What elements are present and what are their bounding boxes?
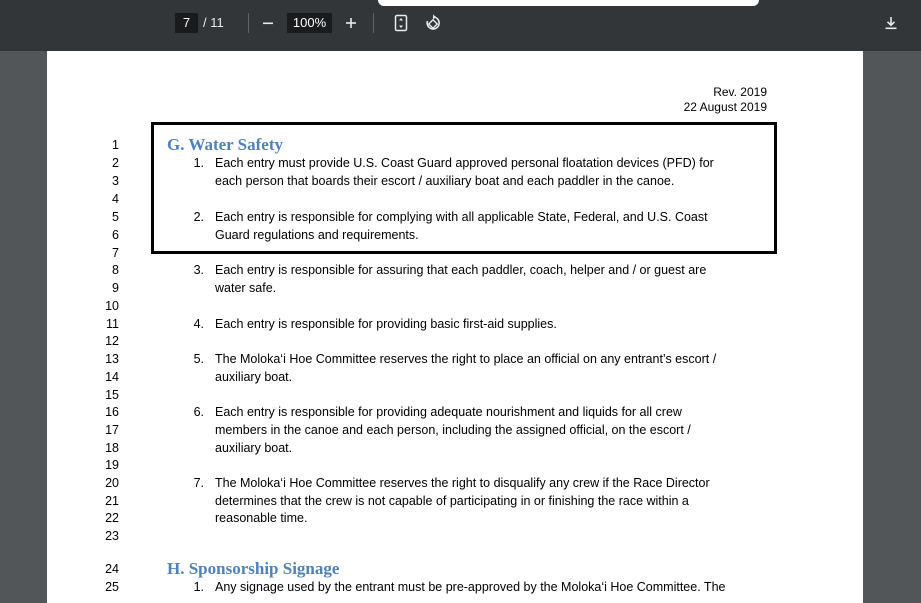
rotate-icon: [424, 14, 442, 32]
list-item-text: reasonable time.: [215, 511, 308, 525]
list-item-number: 6.: [193, 405, 204, 419]
list-item-text: members in the canoe and each person, including the assigned official, on the escort /: [215, 423, 691, 437]
search-bar[interactable]: [378, 0, 759, 6]
list-item-text: The Moloka‘i Hoe Committee reserves the right to place an official on any entrant’s escort /: [215, 352, 717, 366]
list-item-number: 1.: [193, 156, 204, 170]
list-item-number: 3.: [193, 263, 204, 277]
zoom-out-button[interactable]: [255, 10, 281, 36]
list-item-text: Each entry is responsible for providing basic first-aid supplies.: [215, 317, 557, 331]
line-number: 3: [112, 174, 119, 188]
list-item-text: auxiliary boat.: [215, 370, 293, 384]
line-number: 24: [105, 562, 119, 576]
line-number: 2: [112, 156, 119, 170]
line-number: 1: [112, 138, 119, 152]
list-item-text: each person that boards their escort / auxiliary boat and each paddler in the canoe.: [215, 174, 675, 188]
fit-to-page-button[interactable]: [388, 10, 414, 36]
line-number: 5: [112, 210, 119, 224]
line-number: 22: [105, 511, 119, 525]
list-item-text: Each entry must provide U.S. Coast Guard approved personal floatation devices (PFD) for: [215, 156, 714, 170]
list-item-text: water safe.: [215, 281, 277, 295]
section-heading-sponsorship-signage: H. Sponsorship Signage: [167, 559, 340, 578]
list-item-text: Each entry is responsible for assuring that each paddler, coach, helper and / or guest are: [215, 263, 707, 277]
line-number: 6: [112, 228, 119, 242]
line-number: 7: [112, 246, 119, 260]
section-heading-water-safety: G. Water Safety: [167, 135, 283, 154]
revision-label: Rev. 2019: [713, 85, 767, 99]
revision-date: 22 August 2019: [683, 100, 767, 114]
line-number: 11: [106, 317, 119, 331]
fit-page-icon: [394, 14, 408, 32]
line-number: 20: [105, 476, 119, 490]
line-number: 14: [105, 370, 119, 384]
line-number: 21: [105, 494, 119, 508]
list-item-text: determines that the crew is not capable of participating in or finishing the race within a: [215, 494, 689, 508]
list-item-number: 1.: [193, 580, 204, 594]
minus-icon: [261, 16, 275, 30]
list-item-text: The Moloka‘i Hoe Committee reserves the right to disqualify any crew if the Race Director: [215, 476, 710, 490]
list-item-text: Each entry is responsible for providing adequate nourishment and liquids for all crew: [215, 405, 682, 419]
line-number: 12: [105, 334, 119, 348]
line-number: 19: [105, 458, 119, 472]
rotate-button[interactable]: [420, 10, 446, 36]
line-number: 9: [112, 281, 119, 295]
line-number: 10: [105, 299, 119, 313]
list-item-text: Each entry is responsible for complying with all applicable State, Federal, and U.S. Coast: [215, 210, 708, 224]
page-number-input[interactable]: 7: [175, 13, 198, 33]
line-number: 13: [105, 352, 119, 366]
toolbar-divider: [248, 13, 249, 33]
page-total: / 11: [203, 15, 224, 30]
zoom-input[interactable]: 100%: [287, 13, 332, 33]
line-number: 16: [105, 405, 119, 419]
line-number: 25: [105, 580, 119, 594]
download-button[interactable]: [878, 10, 904, 36]
list-item-text: Any signage used by the entrant must be pre-approved by the Moloka‘i Hoe Committee. The: [215, 580, 726, 594]
list-item-text: Guard regulations and requirements.: [215, 228, 419, 242]
line-number: 23: [105, 529, 119, 543]
pdf-toolbar: [0, 0, 921, 51]
line-number: 4: [112, 192, 119, 206]
list-item-number: 4.: [193, 317, 204, 331]
line-number: 8: [112, 263, 119, 277]
plus-icon: [344, 16, 358, 30]
toolbar-divider: [373, 13, 374, 33]
list-item-number: 2.: [193, 210, 204, 224]
zoom-in-button[interactable]: [338, 10, 364, 36]
document-page: [47, 51, 863, 603]
list-item-number: 7.: [193, 476, 204, 490]
list-item-text: auxiliary boat.: [215, 441, 293, 455]
line-number: 18: [105, 441, 119, 455]
line-number: 15: [105, 388, 119, 402]
download-icon: [883, 15, 899, 31]
list-item-number: 5.: [193, 352, 204, 366]
line-number: 17: [105, 423, 119, 437]
